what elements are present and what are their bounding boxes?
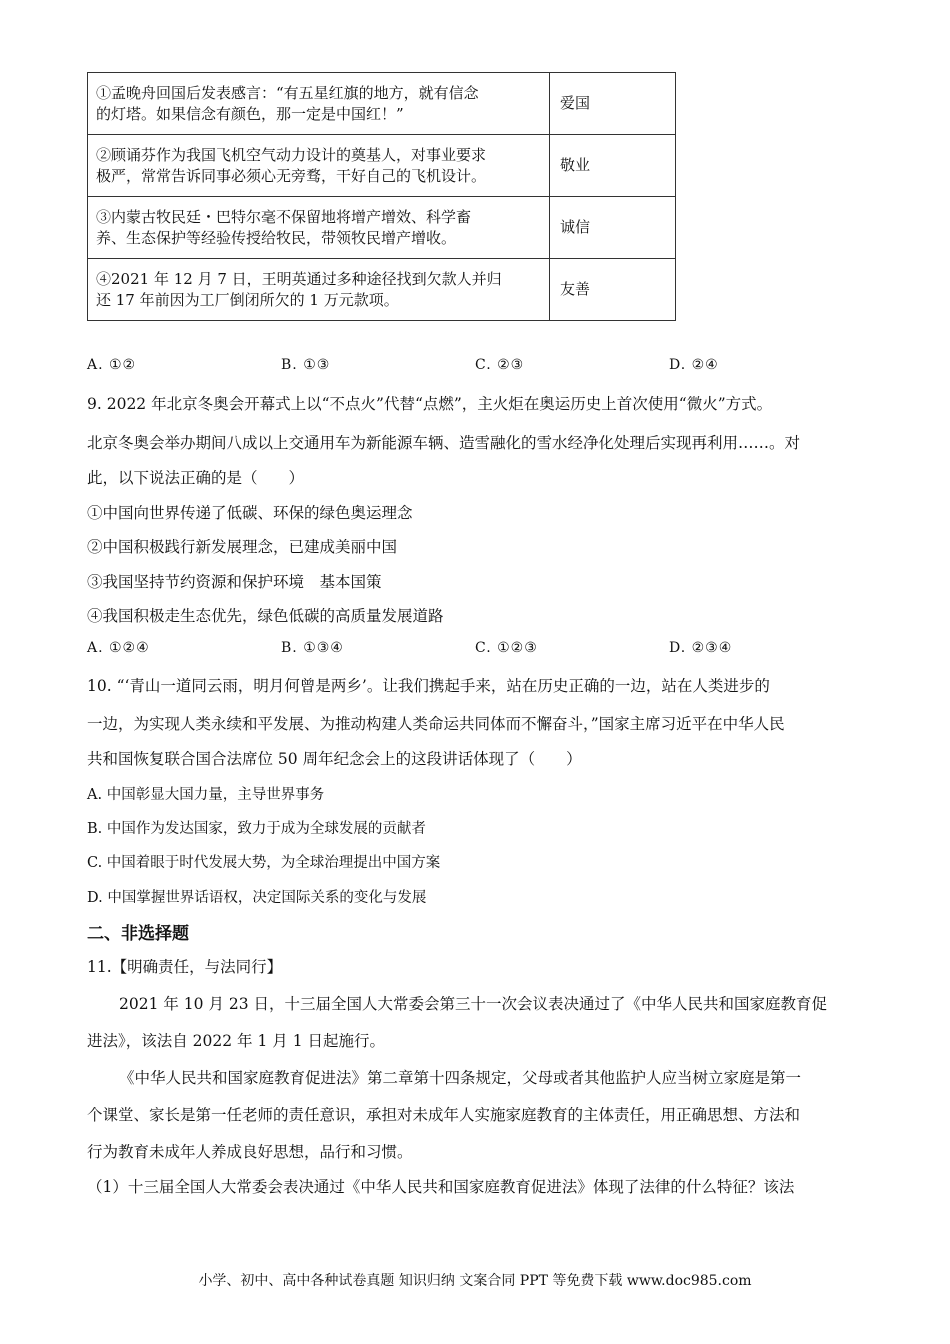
table-cell-value: 爱国	[550, 73, 676, 135]
cell-line: 的灯塔。如果信念有颜色，那一定是中国红！”	[96, 104, 404, 123]
q9-statement: ①中国向世界传递了低碳、环保的绿色奥运理念	[87, 504, 413, 522]
q10-option: D. 中国掌握世界话语权，决定国际关系的变化与发展	[87, 890, 427, 906]
q9-statement: ②中国积极践行新发展理念，已建成美丽中国	[87, 538, 398, 556]
q10-stem-line: 共和国恢复联合国合法席位 50 周年纪念会上的这段讲话体现了（ ）	[87, 750, 582, 768]
section-heading: 二、非选择题	[87, 924, 189, 944]
values-table	[87, 72, 676, 321]
option-d: D. ②④	[669, 357, 719, 373]
q11-paragraph-line: 2021 年 10 月 23 日，十三届全国人大常委会第三十一次会议表决通过了《中华人民共和国家庭教育促	[119, 995, 828, 1013]
table-cell-value: 敬业	[550, 135, 676, 197]
table-cell-value: 诚信	[550, 197, 676, 259]
cell-line: 极严，常常告诉同事必须心无旁骛，干好自己的飞机设计。	[96, 166, 487, 185]
option-b: B. ①③④	[281, 640, 344, 656]
table-row	[88, 197, 676, 259]
q10-option: A. 中国彰显大国力量，主导世界事务	[87, 787, 325, 803]
cell-line: 养、生态保护等经验传授给牧民，带领牧民增产增收。	[96, 228, 457, 247]
q11-paragraph-line: 行为教育未成年人养成良好思想，品行和习惯。	[87, 1143, 413, 1161]
table-cell-content	[88, 73, 550, 135]
q9-statement: ④我国积极走生态优先，绿色低碳的高质量发展道路	[87, 607, 444, 625]
q9-stem-line: 此，以下说法正确的是（ ）	[87, 469, 305, 487]
option-a: A. ①②④	[87, 640, 150, 656]
q11-subquestion: （1）十三届全国人大常委会表决通过《中华人民共和国家庭教育促进法》体现了法律的什么特征？该法	[87, 1178, 795, 1196]
option-d: D. ②③④	[669, 640, 733, 656]
q9-statement: ③我国坚持节约资源和保护环境 基本国策	[87, 573, 382, 591]
page-footer: 小学、初中、高中各种试卷真题 知识归纳 文案合同 PPT 等免费下载 www.doc985.com	[198, 1273, 752, 1289]
option-b: B. ①③	[281, 357, 331, 373]
q9-stem-line: 北京冬奥会举办期间八成以上交通用车为新能源车辆、造雪融化的雪水经净化处理后实现再利用……。对	[87, 434, 801, 452]
q10-stem-line: 10. “‘青山一道同云雨，明月何曾是两乡’。让我们携起手来，站在历史正确的一边，站在人类进步的	[87, 677, 770, 695]
q11-paragraph-line: 个课堂、家长是第一任老师的责任意识，承担对未成年人实施家庭教育的主体责任，用正确思想、方法和	[87, 1106, 801, 1124]
table-cell-content	[88, 135, 550, 197]
cell-line: ①孟晚舟回国后发表感言：“有五星红旗的地方，就有信念	[96, 83, 479, 102]
q9-stem-line: 9. 2022 年北京冬奥会开幕式上以“不点火”代替“点燃”，主火炬在奥运历史上首次使用“微火”方式。	[87, 395, 773, 413]
table-cell-value: 友善	[550, 259, 676, 321]
table-row	[88, 135, 676, 197]
q11-paragraph-line: 《中华人民共和国家庭教育促进法》第二章第十四条规定，父母或者其他监护人应当树立家庭是第一	[119, 1069, 802, 1087]
q10-option: C. 中国着眼于时代发展大势，为全球治理提出中国方案	[87, 855, 441, 871]
table-row	[88, 73, 676, 135]
q10-option: B. 中国作为发达国家，致力于成为全球发展的贡献者	[87, 821, 426, 837]
q10-stem-line: 一边，为实现人类永续和平发展、为推动构建人类命运共同体而不懈奋斗，”国家主席习近平在中华人民	[87, 715, 785, 733]
cell-line: ②顾诵芬作为我国飞机空气动力设计的奠基人，对事业要求	[96, 145, 487, 164]
table-cell-content	[88, 197, 550, 259]
table-cell-content	[88, 259, 550, 321]
cell-line: ④2021 年 12 月 7 日，王明英通过多种途径找到欠款人并归	[96, 269, 502, 288]
table-row	[88, 259, 676, 321]
cell-line: ③内蒙古牧民廷・巴特尔毫不保留地将增产增效、科学畜	[96, 207, 472, 226]
values-table-container	[87, 72, 676, 321]
option-c: C. ①②③	[475, 640, 538, 656]
option-a: A. ①②	[87, 357, 137, 373]
option-c: C. ②③	[475, 357, 525, 373]
q11-title: 11.【明确责任，与法同行】	[87, 958, 283, 976]
q11-paragraph-line: 进法》，该法自 2022 年 1 月 1 日起施行。	[87, 1032, 385, 1050]
cell-line: 还 17 年前因为工厂倒闭所欠的 1 万元款项。	[96, 290, 399, 309]
